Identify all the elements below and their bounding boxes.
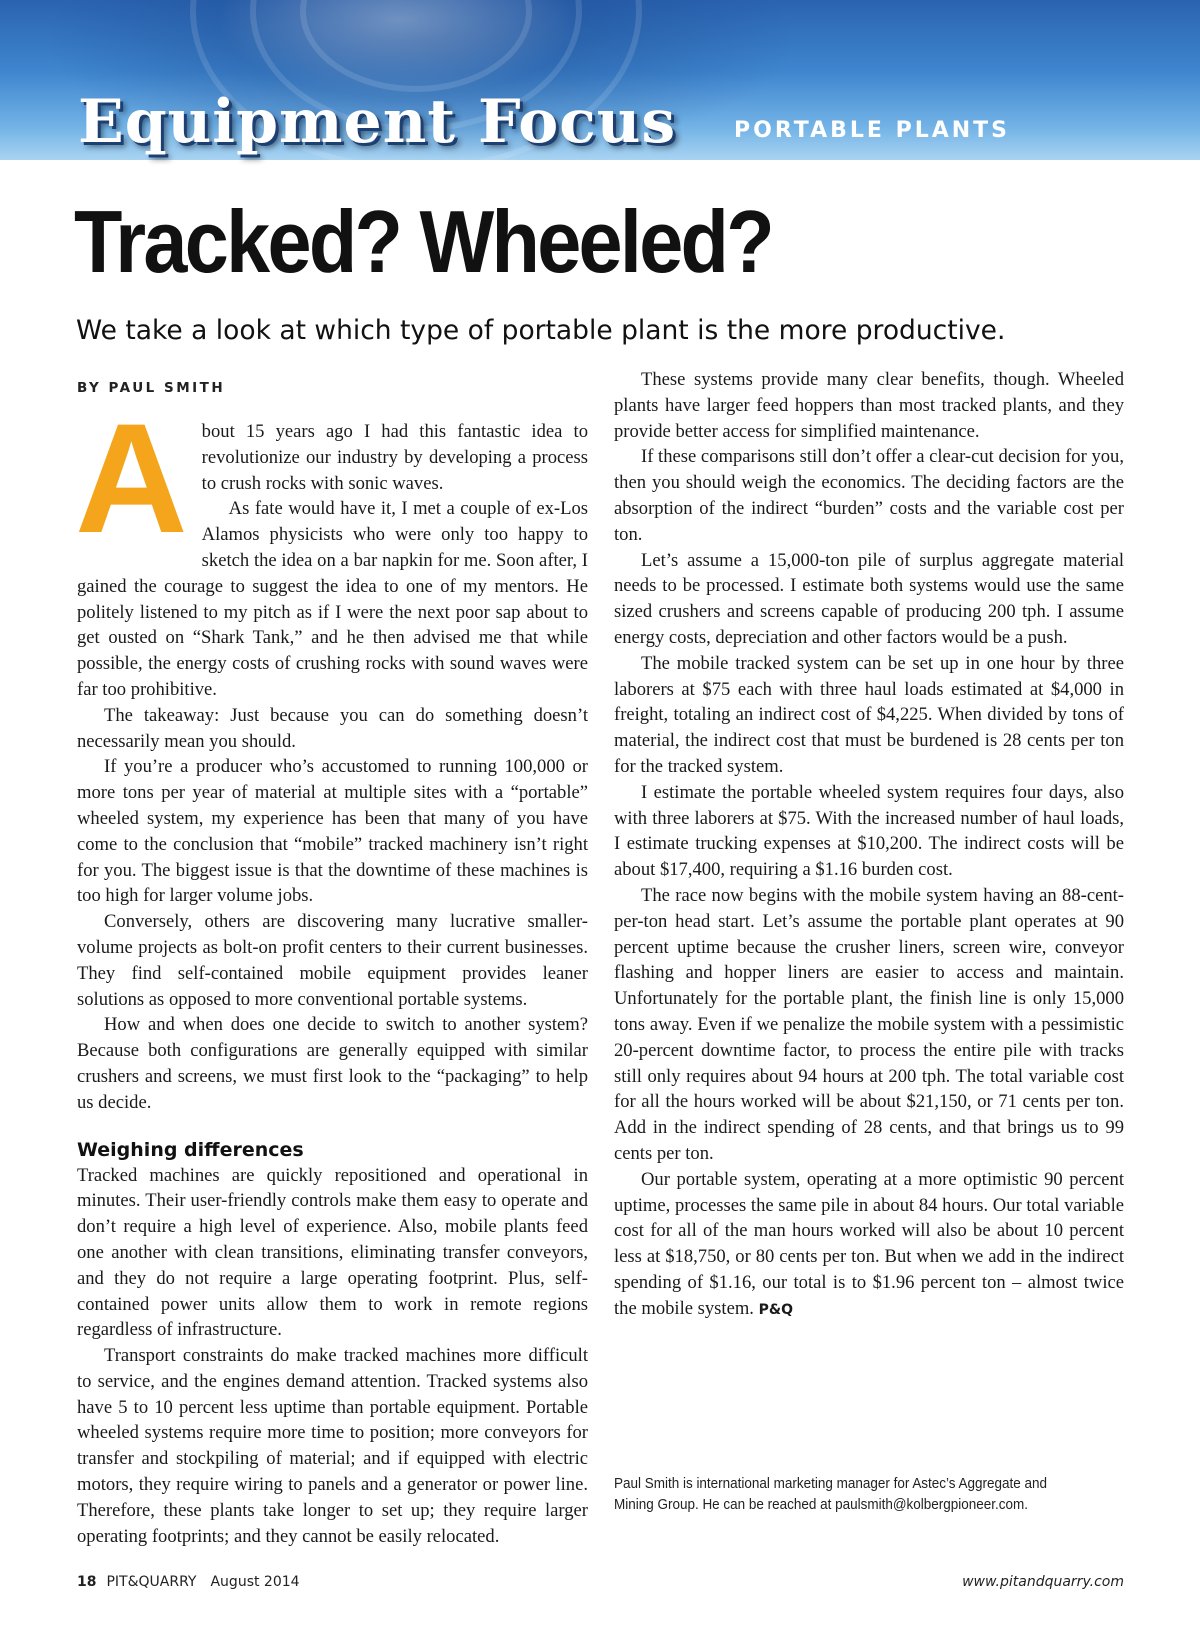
article-column-right — [614, 367, 1124, 1323]
body-paragraph: Conversely, others are discovering many lucrative smaller-volume projects as bolt-on profit centers to their current businesses. They find self-contained mobile equipment provides leaner solutions as opposed to more conventional portable systems. — [77, 911, 588, 1010]
article-column-left — [75, 392, 588, 1549]
issue-date: August 2014 — [210, 1574, 300, 1590]
section-title: Equipment Focus — [78, 87, 677, 157]
page-footer-left — [77, 1574, 300, 1590]
body-paragraph: If you’re a producer who’s accustomed to running 100,000 or more tons per year of material at multiple sites with a “portable” wheeled system, my experience has been that many of you have come to the conclusion that “mobile” tracked machinery isn’t right for you. The biggest issue is that the downtime of these machines is too high for larger volume jobs. — [77, 756, 588, 907]
page-number: 18 — [77, 1574, 97, 1590]
body-paragraph: These systems provide many clear benefits, though. Wheeled plants have larger feed hoppers than most tracked plants, and they provide better access for simplified maintenance. — [614, 369, 1124, 442]
subhead: Weighing differences — [77, 1138, 304, 1161]
body-paragraph: As fate would have it, I met a couple of ex-Los Alamos physicists who were only too happy to sketch the idea on a bar napkin for me. Soon after, I gained the courage to suggest the idea to one of my mentors. He politely listened to my pitch as if I were the next poor sap about to get ousted on “Shark Tank,” and he then advised me that while possible, the energy costs of crushing rocks with sound waves were far too prohibitive. — [77, 498, 588, 700]
article-dek: We take a look at which type of portable plant is the more productive. — [76, 315, 1006, 346]
body-paragraph: I estimate the portable wheeled system requires four days, also with three laborers at $75. With the increased number of haul loads, I estimate trucking expenses at $10,200. The indirect costs will be about $17,400, requiring a $1.16 burden cost. — [614, 781, 1124, 881]
body-paragraph: Tracked machines are quickly repositioned and operational in minutes. Their user-friendly controls make them easy to operate and don’t require a high level of experience. Also, mobile plants feed one another with clean transitions, eliminating transfer conveyors, and they do not require a large operating footprint. Plus, self-contained power units allow them to work in remote regions regardless of infrastructure. — [77, 1164, 588, 1341]
body-paragraph: The mobile tracked system can be set up in one hour by three laborers at $75 each with three haul loads estimated at $4,000 in freight, totaling an indirect cost of $4,225. When divided by tons of material, the indirect cost that must be burdened is 28 cents per ton for the tracked system. — [614, 652, 1124, 777]
final-paragraph-text: Our portable system, operating at a more optimistic 90 percent uptime, processes the same pile in about 84 hours. Our total variable cost for all of the man hours worked will also be about 10 percent less at $18,750, or 80 cents per ton. But when we add in the indirect spending of $1.16, our total is to $1.96 percent ton – almost twice the mobile system. — [614, 1168, 1124, 1319]
publication-url[interactable]: www.pitandquarry.com — [962, 1574, 1124, 1590]
byline: BY PAUL SMITH — [77, 380, 226, 396]
body-paragraph: The takeaway: Just because you can do something doesn’t necessarily mean you should. — [77, 704, 588, 752]
body-paragraph: How and when does one decide to switch to another system? Because both configurations are generally equipped with similar crushers and screens, we must first look to the “packaging” to help us decide. — [77, 1014, 588, 1113]
drop-cap: A — [75, 392, 188, 566]
article-headline: Tracked? Wheeled? — [74, 192, 772, 291]
body-paragraph: The race now begins with the mobile system having an 88-cent-per-ton head start. Let’s assume the portable plant operates at 90 percent uptime because the crusher liners, screen wire, conveyor flashing and hopper liners are easier to access and maintain. Unfortunately for the portable plant, the finish line is only 15,000 tons away. Even if we penalize the mobile system with a pessimistic 20-percent downtime factor, to process the entire pile with tracks still only requires about 94 hours at 200 tph. The total variable cost for all the hours worked will be about $21,150, or 71 cents per ton. Add in the indirect spending of 28 cents, and that brings us to 99 cents per ton. — [614, 884, 1124, 1164]
body-paragraph: If these comparisons still don’t offer a clear-cut decision for you, then you should weigh the economics. The deciding factors are the absorption of the indirect “burden” costs and the variable cost per ton. — [614, 446, 1124, 545]
end-mark: P&Q — [758, 1301, 793, 1318]
lead-paragraph: bout 15 years ago I had this fantastic idea to revolutionize our industry by developing a process to crush rocks with sonic waves. — [201, 421, 588, 494]
publication-name: PIT&QUARRY — [106, 1574, 197, 1590]
body-paragraph: Transport constraints do make tracked machines more difficult to service, and the engines demand attention. Tracked systems also have 5 to 10 percent less uptime than portable equipment. Portable wheeled systems require more time to position; more conveyors for transfer and stockpiling of material; and if equipped with electric motors, they require wiring to panels and a generator or power line. Therefore, these plants take longer to set up; they require larger operating footprints; and they cannot be easily relocated. — [77, 1345, 588, 1547]
section-subtitle: PORTABLE PLANTS — [734, 118, 1011, 143]
section-banner — [0, 0, 1200, 160]
body-paragraph: Let’s assume a 15,000-ton pile of surplus aggregate material needs to be processed. I estimate both systems would use the same sized crushers and screens capable of producing 200 tph. I assume energy costs, depreciation and other factors would be a push. — [614, 549, 1124, 648]
author-bio: Paul Smith is international marketing manager for Astec’s Aggregate and Mining Group. He can be reached at paulsmith@kolbergpioneer.com. — [614, 1476, 1048, 1513]
final-paragraph — [614, 1167, 1124, 1324]
